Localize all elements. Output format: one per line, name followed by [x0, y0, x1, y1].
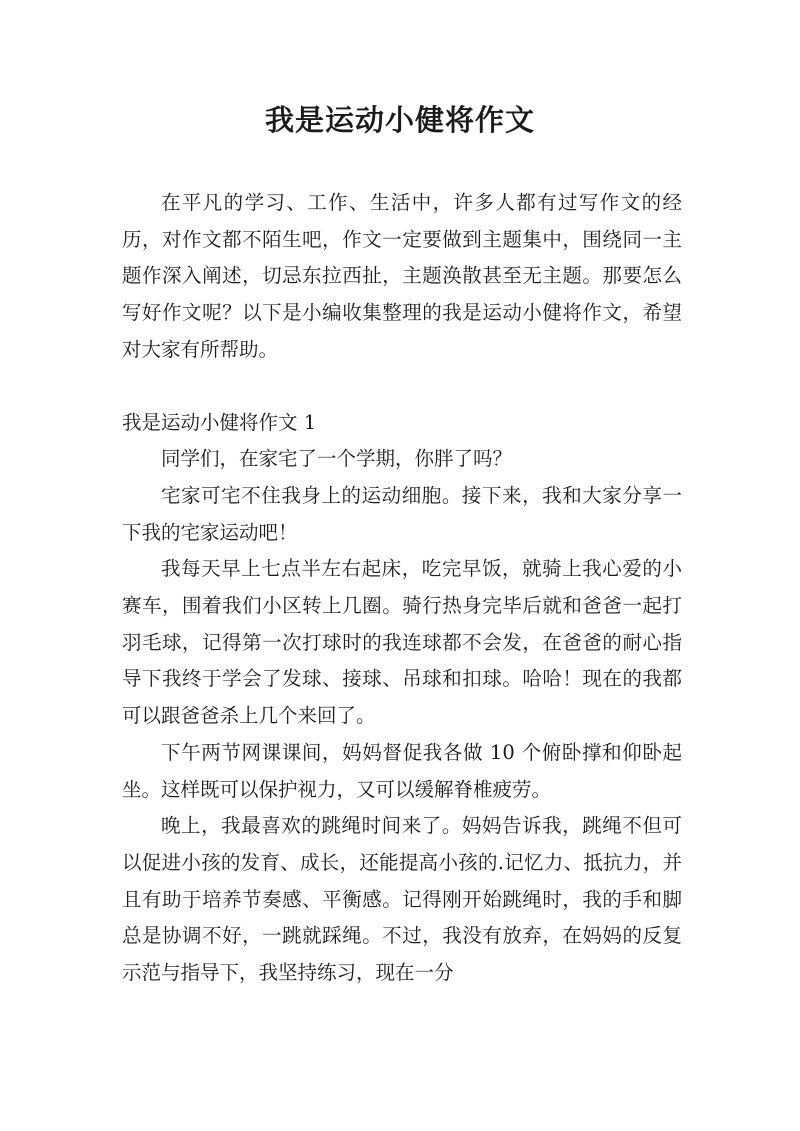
body-paragraph: 同学们，在家宅了一个学期，你胖了吗？	[161, 447, 513, 471]
body-paragraph: 晚上，我最喜欢的跳绳时间来了。妈妈告诉我，跳绳不但可以促进小孩的发育、成长，还能提高小孩的.记忆力、抵抗力，并且有助于培养节奏感、平衡感。记得刚开始跳绳时，我的手和脚总是协调不好，一跳就踩绳。不过，我没有放弃，在妈妈的反复示范与指导下，我坚持练习，现在一分	[122, 814, 682, 985]
section-heading: 我是运动小健将作文 1	[122, 410, 317, 434]
body-paragraph: 我每天早上七点半左右起床，吃完早饭，就骑上我心爱的小赛车，围着我们小区转上几圈。骑行热身完毕后就和爸爸一起打羽毛球，记得第一次打球时的我连球都不会发，在爸爸的耐心指导下我终于学会了发球、接球、吊球和扣球。哈哈！现在的我都可以跟爸爸杀上几个来回了。	[122, 557, 682, 728]
section-spacer	[122, 369, 682, 405]
page-title: 我是运动小健将作文	[264, 103, 535, 137]
intro-paragraph: 在平凡的学习、工作、生活中，许多人都有过写作文的经历，对作文都不陌生吧，作文一定要做到主题集中，围绕同一主题作深入阐述，切忌东拉西扯，主题涣散甚至无主题。那要怎么写好作文呢？以下是小编收集整理的我是运动小健将作文，希望对大家有所帮助。	[122, 191, 682, 361]
body-paragraph: 宅家可宅不住我身上的运动细胞。接下来，我和大家分享一下我的宅家运动吧！	[122, 483, 682, 544]
body-paragraph: 下午两节网课课间，妈妈督促我各做 10 个俯卧撑和仰卧起坐。这样既可以保护视力，又可以缓解脊椎疲劳。	[122, 740, 682, 801]
document-body	[122, 185, 682, 992]
